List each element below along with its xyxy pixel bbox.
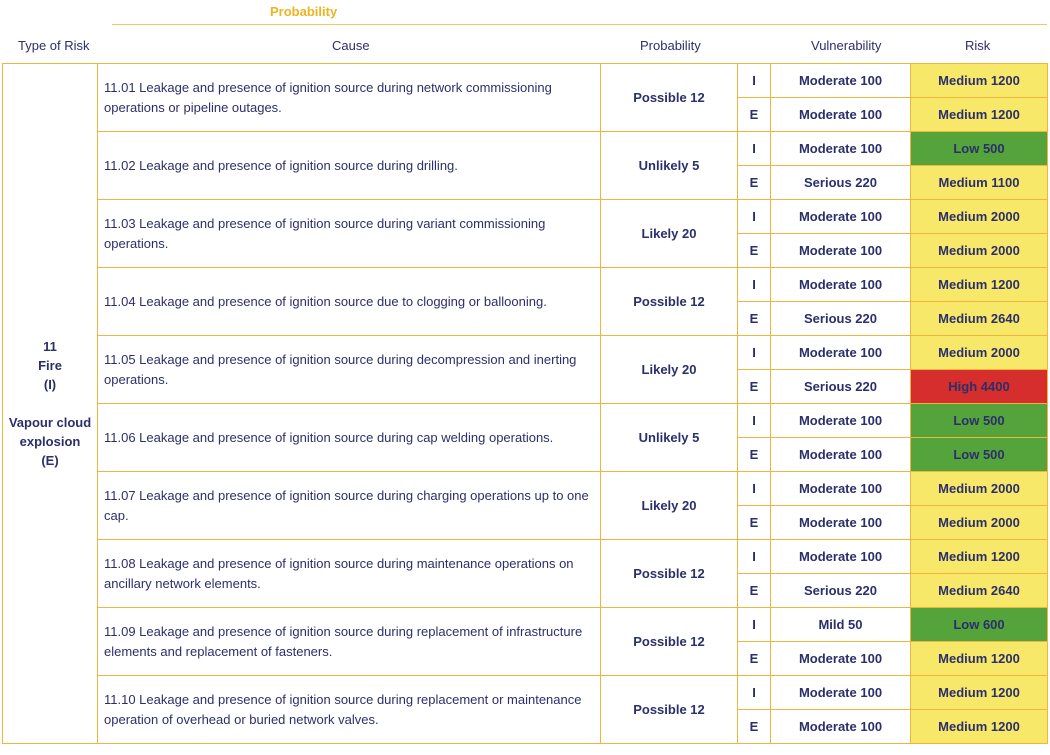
impact-type-label: E (738, 166, 771, 200)
risk-badge: Medium 1200 (911, 268, 1048, 302)
column-header-risk: Risk (965, 38, 991, 53)
vulnerability-cell: Moderate 100 (771, 506, 911, 540)
risk-badge: Medium 1200 (911, 642, 1048, 676)
vulnerability-cell: Moderate 100 (771, 132, 911, 166)
risk-badge: Low 600 (911, 608, 1048, 642)
impact-type-label: E (738, 574, 771, 608)
risk-badge: Medium 1200 (911, 64, 1048, 98)
probability-cell: Possible 12 (601, 268, 738, 336)
risk-badge: Low 500 (911, 438, 1048, 472)
risk-badge: Medium 2000 (911, 336, 1048, 370)
vulnerability-cell: Moderate 100 (771, 268, 911, 302)
probability-cell: Possible 12 (601, 540, 738, 608)
impact-type-label: E (738, 370, 771, 404)
impact-type-label: I (738, 472, 771, 506)
impact-type-label: I (738, 404, 771, 438)
column-header-type-of-risk: Type of Risk (18, 38, 90, 53)
cause-cell: 11.06 Leakage and presence of ignition source during cap welding operations. (98, 404, 601, 472)
vulnerability-cell: Moderate 100 (771, 64, 911, 98)
risk-type-name-code: (I) (43, 377, 57, 392)
impact-type-label: E (738, 98, 771, 132)
vulnerability-cell: Serious 220 (771, 166, 911, 200)
risk-badge: Medium 1200 (911, 710, 1048, 744)
risk-badge: High 4400 (911, 370, 1048, 404)
impact-type-label: E (738, 642, 771, 676)
cause-cell: 11.07 Leakage and presence of ignition source during charging operations up to one cap. (98, 472, 601, 540)
vulnerability-cell: Moderate 100 (771, 540, 911, 574)
risk-badge: Low 500 (911, 404, 1048, 438)
column-header-vulnerability: Vulnerability (811, 38, 882, 53)
table-row (3, 336, 1048, 370)
risk-table (2, 63, 1048, 744)
table-row (3, 268, 1048, 302)
vulnerability-cell: Mild 50 (771, 608, 911, 642)
spacer (3, 394, 97, 413)
impact-type-label: E (738, 234, 771, 268)
risk-type-name: Fire (38, 358, 62, 373)
header-divider (112, 24, 1047, 25)
column-header-probability: Probability (640, 38, 701, 53)
vulnerability-cell: Moderate 100 (771, 336, 911, 370)
probability-cell: Likely 20 (601, 200, 738, 268)
cause-cell: 11.04 Leakage and presence of ignition source due to clogging or ballooning. (98, 268, 601, 336)
cause-cell: 11.03 Leakage and presence of ignition source during variant commissioning operations. (98, 200, 601, 268)
risk-badge: Low 500 (911, 132, 1048, 166)
vulnerability-cell: Serious 220 (771, 574, 911, 608)
vulnerability-cell: Moderate 100 (771, 472, 911, 506)
probability-cell: Likely 20 (601, 472, 738, 540)
cause-cell: 11.05 Leakage and presence of ignition source during decompression and inerting operations. (98, 336, 601, 404)
probability-cell: Possible 12 (601, 608, 738, 676)
table-row (3, 64, 1048, 98)
impact-type-label: I (738, 200, 771, 234)
risk-badge: Medium 1200 (911, 540, 1048, 574)
impact-type-label: I (738, 268, 771, 302)
vulnerability-cell: Serious 220 (771, 370, 911, 404)
risk-badge: Medium 1200 (911, 98, 1048, 132)
table-row (3, 608, 1048, 642)
risk-badge: Medium 1100 (911, 166, 1048, 200)
risk-badge: Medium 2640 (911, 574, 1048, 608)
table-row (3, 200, 1048, 234)
vulnerability-cell: Moderate 100 (771, 438, 911, 472)
impact-type-label: E (738, 710, 771, 744)
impact-type-label: I (738, 132, 771, 166)
cause-cell: 11.09 Leakage and presence of ignition source during replacement of infrastructure elements and replacement of fasteners. (98, 608, 601, 676)
risk-badge: Medium 2000 (911, 472, 1048, 506)
impact-type-label: I (738, 64, 771, 98)
table-row (3, 404, 1048, 438)
impact-type-label: I (738, 336, 771, 370)
risk-badge: Medium 2000 (911, 200, 1048, 234)
probability-cell: Possible 12 (601, 64, 738, 132)
impact-type-label: E (738, 438, 771, 472)
vulnerability-cell: Moderate 100 (771, 642, 911, 676)
probability-cell: Possible 12 (601, 676, 738, 744)
risk-type-alt-code: (E) (41, 453, 59, 468)
impact-type-label: I (738, 608, 771, 642)
probability-cell: Unlikely 5 (601, 132, 738, 200)
vulnerability-cell: Moderate 100 (771, 98, 911, 132)
cause-cell: 11.08 Leakage and presence of ignition source during maintenance operations on ancillary network elements. (98, 540, 601, 608)
risk-badge: Medium 2000 (911, 234, 1048, 268)
vulnerability-cell: Moderate 100 (771, 404, 911, 438)
table-row (3, 472, 1048, 506)
risk-type-number: 11 (43, 339, 57, 354)
vulnerability-cell: Moderate 100 (771, 676, 911, 710)
probability-cell: Likely 20 (601, 336, 738, 404)
impact-type-label: E (738, 506, 771, 540)
vulnerability-cell: Moderate 100 (771, 710, 911, 744)
risk-type-alt-name-line2: explosion (19, 434, 81, 449)
vulnerability-cell: Moderate 100 (771, 234, 911, 268)
impact-type-label: I (738, 540, 771, 574)
risk-type-alt-name-line1: Vapour cloud (8, 415, 92, 430)
risk-badge: Medium 2640 (911, 302, 1048, 336)
cause-cell: 11.10 Leakage and presence of ignition source during replacement or maintenance operation of overhead or buried network valves. (98, 676, 601, 744)
table-row (3, 676, 1048, 710)
risk-badge: Medium 2000 (911, 506, 1048, 540)
probability-group-label: Probability (270, 4, 338, 19)
risk-table-body (3, 64, 1048, 744)
impact-type-label: I (738, 676, 771, 710)
cause-cell: 11.01 Leakage and presence of ignition source during network commissioning operations or pipeline outages. (98, 64, 601, 132)
column-header-cause: Cause (332, 38, 370, 53)
vulnerability-cell: Serious 220 (771, 302, 911, 336)
vulnerability-cell: Moderate 100 (771, 200, 911, 234)
impact-type-label: E (738, 302, 771, 336)
risk-badge: Medium 1200 (911, 676, 1048, 710)
probability-cell: Unlikely 5 (601, 404, 738, 472)
table-row (3, 540, 1048, 574)
cause-cell: 11.02 Leakage and presence of ignition source during drilling. (98, 132, 601, 200)
risk-type-cell (3, 64, 98, 744)
table-row (3, 132, 1048, 166)
